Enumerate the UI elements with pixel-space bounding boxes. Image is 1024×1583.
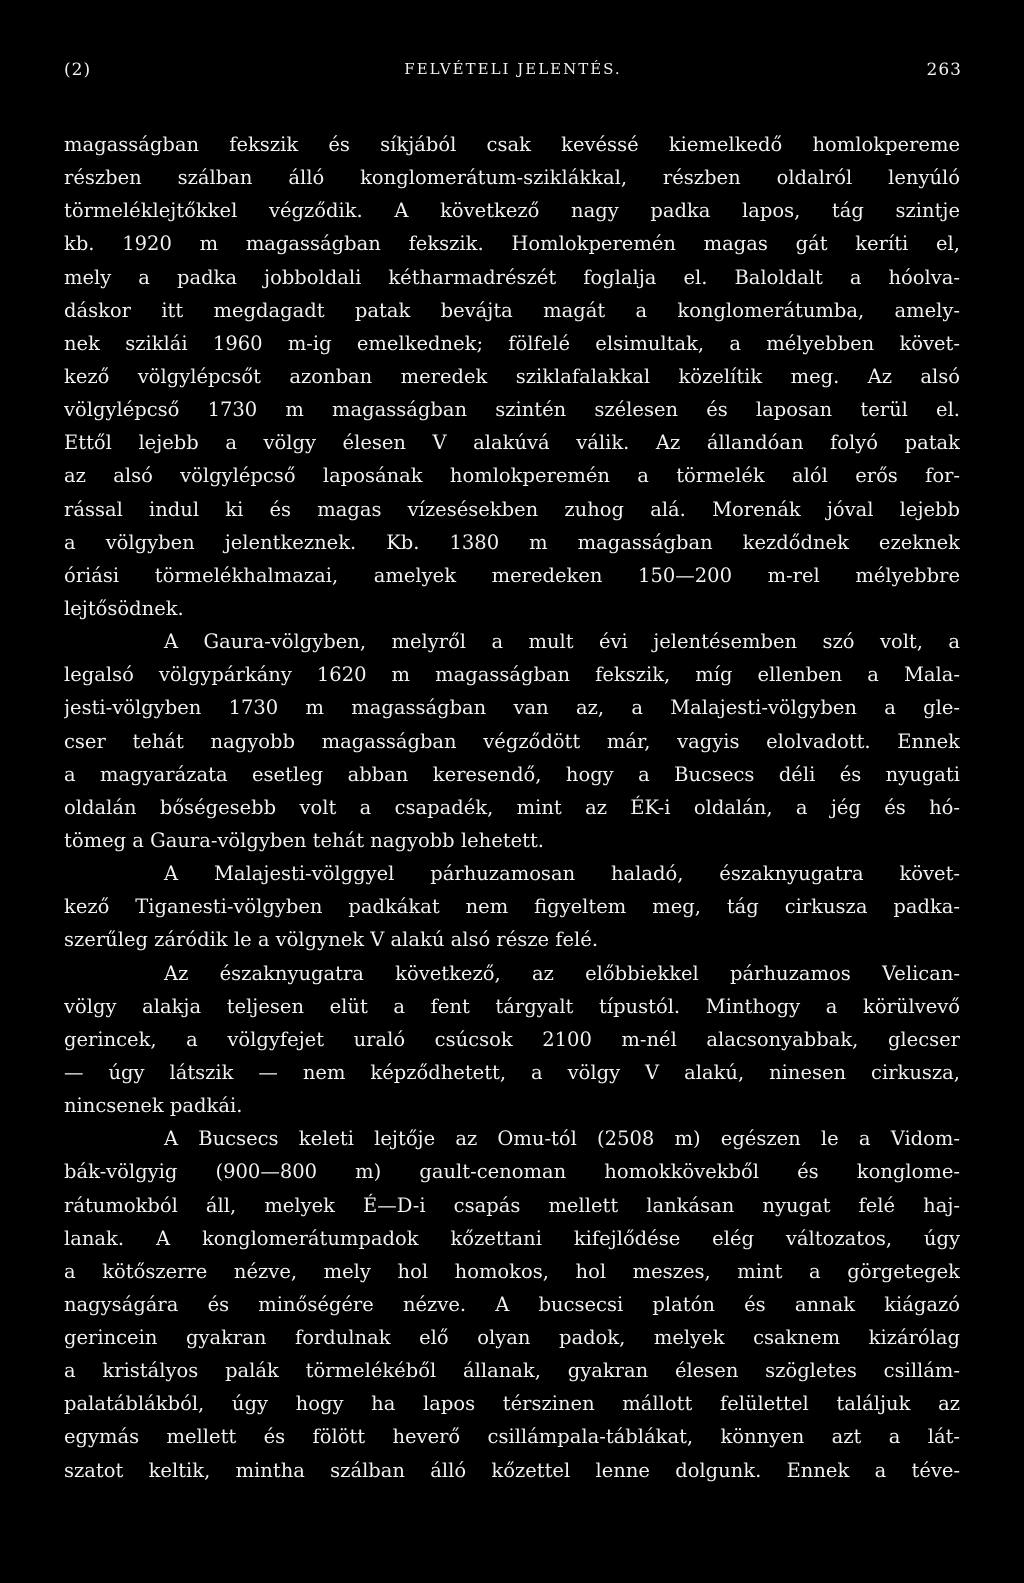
page-number: 263 (926, 60, 962, 80)
text-line: nincsenek padkái. (64, 1094, 243, 1118)
text-line: oldalán bőségesebb volt a csapadék, mint az ÉK-i oldalán, a jég és hó- (64, 795, 960, 819)
text-line: lejtősödnek. (64, 596, 184, 620)
text-line: völgy alakja teljesen elüt a fent tárgyalt típustól. Minthogy a körülvevő (64, 994, 960, 1018)
text-line: egymás mellett és fölött heverő csillámpala-táblákat, könnyen azt a lát- (64, 1425, 960, 1449)
text-line: völgylépcső 1730 m magasságban szintén szélesen és laposan terül el. (64, 398, 960, 422)
text-line: bák-völgyig (900—800 m) gault-cenoman homokkövekből és konglome- (64, 1160, 960, 1184)
text-line: palatáblákból, úgy hogy ha lapos térszinen mállott felülettel találjuk az (64, 1392, 960, 1416)
text-line: A Gaura-völgyben, melyről a mult évi jelentésemben szó volt, a (164, 630, 960, 654)
page-header (64, 60, 962, 90)
text-line: szatot keltik, mintha szálban álló kőzettel lenne dolgunk. Ennek a téve- (64, 1458, 960, 1482)
text-line: lanak. A konglomerátumpadok kőzettani kifejlődése elég változatos, úgy (64, 1226, 960, 1250)
text-line: rással indul ki és magas vízesésekben zuhog alá. Morenák jóval lejebb (64, 497, 960, 521)
text-line: a magyarázata esetleg abban keresendő, hogy a Bucsecs déli és nyugati (64, 762, 960, 786)
text-line: törmeléklejtőkkel végződik. A következő nagy padka lapos, tág szintje (64, 199, 960, 223)
text-line: gerincek, a völgyfejet uraló csúcsok 2100 m-nél alacsonyabbak, glecser (64, 1027, 960, 1051)
text-line: A Bucsecs keleti lejtője az Omu-tól (2508 m) egészen le a Vidom- (164, 1127, 960, 1151)
text-line: gerincein gyakran fordulnak elő olyan padok, melyek csaknem kizárólag (64, 1326, 960, 1350)
text-line: nek sziklái 1960 m-ig emelkednek; fölfelé elsimultak, a mélyebben követ- (64, 331, 960, 355)
text-line: A Malajesti-völggyel párhuzamosan haladó, északnyugatra követ- (164, 862, 960, 886)
text-line: legalsó völgypárkány 1620 m magasságban fekszik, míg ellenben a Mala- (64, 663, 960, 687)
text-line: dáskor itt megdagadt patak bevájta magát a konglomerátumba, amely- (64, 298, 960, 322)
text-line: cser tehát nagyobb magasságban végződött már, vagyis elolvadott. Ennek (64, 729, 960, 753)
text-line: a völgyben jelentkeznek. Kb. 1380 m magasságban kezdődnek ezeknek (64, 530, 960, 554)
text-line: szerűleg záródik le a völgynek V alakú alsó része felé. (64, 928, 599, 952)
text-line: a kristályos palák törmelékéből állanak, gyakran élesen szögletes csillám- (64, 1359, 960, 1383)
header-title: FELVÉTELI JELENTÉS. (404, 60, 622, 78)
text-line: kező völgylépcsőt azonban meredek sziklafalakkal közelítik meg. Az alsó (64, 364, 960, 388)
text-line: óriási törmelékhalmazai, amelyek meredeken 150—200 m-rel mélyebbre (64, 563, 960, 587)
text-line: részben szálban álló konglomerátum-sziklákkal, részben oldalról lenyúló (64, 166, 960, 190)
text-line: Ettől lejebb a völgy élesen V alakúvá válik. Az állandóan folyó patak (64, 431, 960, 455)
text-line: Az északnyugatra következő, az előbbiekkel párhuzamos Velican- (164, 961, 960, 985)
text-line: tömeg a Gaura-völgyben tehát nagyobb lehetett. (64, 828, 544, 852)
text-line: jesti-völgyben 1730 m magasságban van az, a Malajesti-völgyben a gle- (64, 696, 960, 720)
text-line: — úgy látszik — nem képződhetett, a völgy V alakú, ninesen cirkusza, (64, 1060, 960, 1084)
text-line: az alsó völgylépcső laposának homlokperemén a törmelék alól erős for- (64, 464, 960, 488)
text-line: rátumokból áll, melyek É—D-i csapás mellett lankásan nyugat felé haj- (64, 1193, 960, 1217)
text-line: mely a padka jobboldali kétharmadrészét foglalja el. Baloldalt a hóolva- (64, 265, 960, 289)
text-line: magasságban fekszik és síkjából csak kevéssé kiemelkedő homlokpereme (64, 133, 960, 156)
text-line: nagyságára és minőségére nézve. A bucsecsi platón és annak kiágazó (64, 1292, 960, 1316)
text-line: kező Tiganesti-völgyben padkákat nem figyeltem meg, tág cirkusza padka- (64, 895, 960, 919)
header-section-number: (2) (64, 60, 92, 80)
text-line: kb. 1920 m magasságban fekszik. Homlokperemén magas gát keríti el, (64, 232, 960, 256)
text-line: a kötőszerre nézve, mely hol homokos, hol meszes, mint a görgetegek (64, 1259, 960, 1283)
body-text (64, 128, 960, 1487)
